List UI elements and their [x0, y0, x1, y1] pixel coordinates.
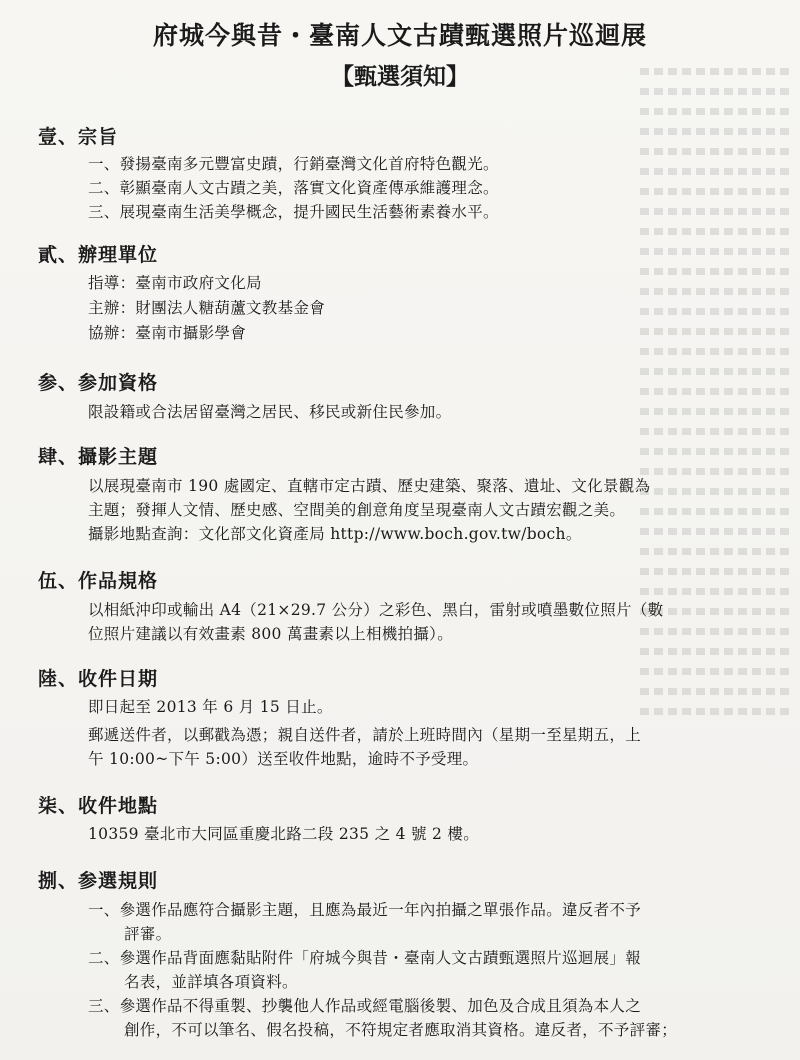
- dates-line-3: 午 10:00~下午 5:00）送至收件地點，逾時不予受理。: [88, 750, 479, 768]
- purpose-item-1: 一、發揚臺南多元豐富史蹟，行銷臺灣文化首府特色觀光。: [88, 155, 499, 173]
- section-heading-purpose: 壹、宗旨: [38, 126, 119, 148]
- specs-line-2: 位照片建議以有效畫素 800 萬畫素以上相機拍攝）。: [88, 625, 453, 643]
- organizer-host: 主辦：財團法人糖葫蘆文教基金會: [88, 299, 326, 317]
- organizer-co-host: 協辦：臺南市攝影學會: [88, 324, 247, 342]
- specs-line-1: 以相紙沖印或輸出 A4（21×29.7 公分）之彩色、黑白，雷射或噴墨數位照片（數: [88, 601, 664, 619]
- rule-3-line-2: 創作，不可以筆名、假名投稿，不符規定者應取消其資格。違反者，不予評審；: [124, 1021, 678, 1039]
- theme-line-1: 以展現臺南市 190 處國定、直轄市定古蹟、歷史建築、聚落、遺址、文化景觀為: [88, 477, 651, 495]
- address-line: 10359 臺北市大同區重慶北路二段 235 之 4 號 2 樓。: [88, 825, 480, 843]
- section-heading-address: 柒、收件地點: [38, 795, 159, 817]
- eligibility-text: 限設籍或合法居留臺灣之居民、移民或新住民參加。: [88, 403, 452, 421]
- document-subtitle: 【甄選須知】: [331, 63, 469, 90]
- dates-line-1: 即日起至 2013 年 6 月 15 日止。: [88, 698, 333, 716]
- section-heading-specs: 伍、作品規格: [38, 570, 159, 592]
- rule-3-line-1: 三、參選作品不得重製、抄襲他人作品或經電腦後製、加色及合成且須為本人之: [88, 997, 642, 1015]
- rule-1-line-1: 一、參選作品應符合攝影主題，且應為最近一年內拍攝之單張作品。違反者不予: [88, 901, 642, 919]
- section-heading-eligibility: 参、参加資格: [38, 372, 159, 394]
- document-title: 府城今與昔・臺南人文古蹟甄選照片巡迴展: [152, 21, 647, 50]
- dates-line-2: 郵遞送件者，以郵戳為憑；親自送件者，請於上班時間內（星期一至星期五，上: [88, 726, 642, 744]
- section-heading-dates: 陸、收件日期: [38, 668, 159, 690]
- purpose-item-2: 二、彰顯臺南人文古蹟之美，落實文化資產傳承維護理念。: [88, 179, 499, 197]
- theme-line-2: 主題；發揮人文情、歷史感、空間美的創意角度呈現臺南人文古蹟宏觀之美。: [88, 501, 626, 519]
- bleed-through-texture: [640, 55, 790, 1055]
- rule-2-line-2: 名表，並詳填各項資料。: [124, 973, 298, 991]
- organizer-guidance: 指導：臺南市政府文化局: [88, 274, 262, 292]
- rule-2-line-1: 二、參選作品背面應黏貼附件「府城今與昔・臺南人文古蹟甄選照片巡迴展」報: [88, 949, 642, 967]
- section-heading-rules: 捌、参選規則: [38, 870, 159, 892]
- rule-1-line-2: 評審。: [124, 925, 172, 943]
- theme-line-3: 攝影地點查詢：文化部文化資產局 http://www.boch.gov.tw/boch。: [88, 525, 582, 543]
- purpose-item-3: 三、展現臺南生活美學概念，提升國民生活藝術素養水平。: [88, 203, 499, 221]
- section-heading-organizers: 貳、辦理單位: [38, 244, 159, 266]
- section-heading-theme: 肆、攝影主題: [38, 446, 159, 468]
